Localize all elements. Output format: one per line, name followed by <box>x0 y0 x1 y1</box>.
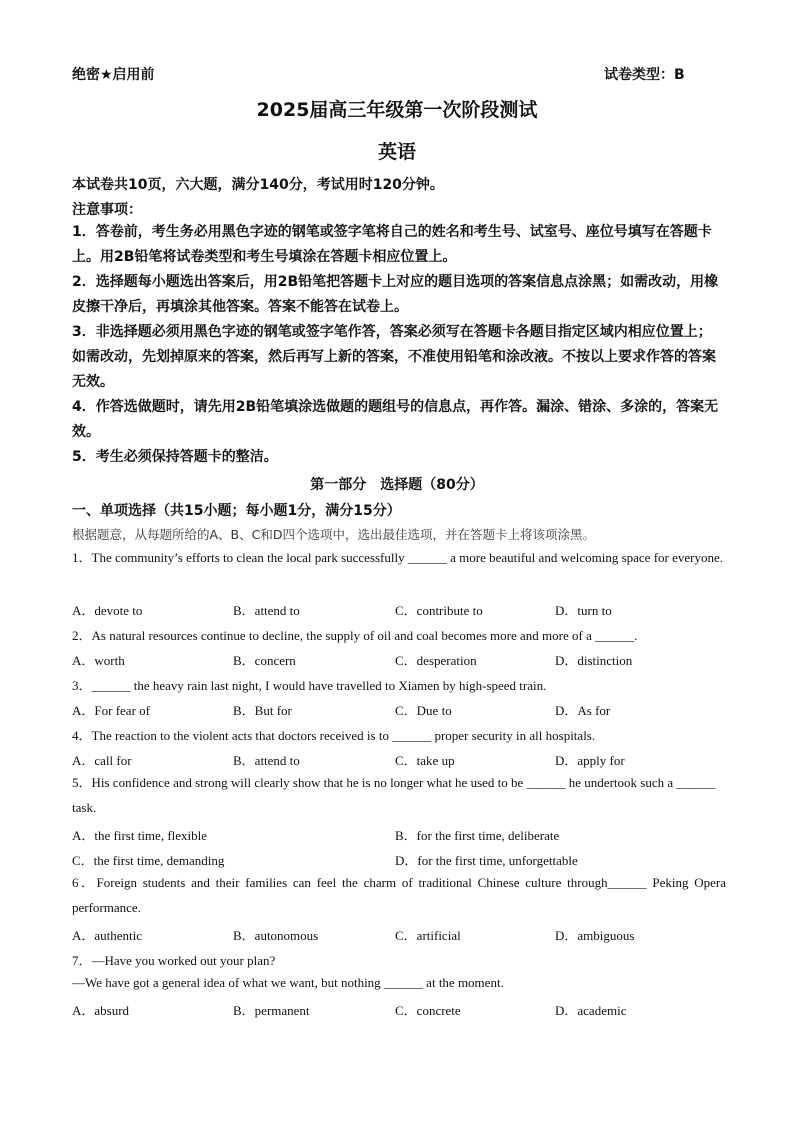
option-d[interactable]: D．ambiguous <box>555 928 635 943</box>
option-c[interactable]: C．contribute to <box>395 603 483 618</box>
option-a[interactable]: A．the first time, flexible <box>72 828 208 843</box>
part-title: 第一部分 选择题（80分） <box>310 477 484 493</box>
option-b[interactable]: B．But for <box>233 703 292 718</box>
option-b[interactable]: B．concern <box>233 653 296 668</box>
question-stem: 6．Foreign students and their families can feel the charm of traditional Chinese culture through______ Peking Opera performance. <box>72 875 726 915</box>
option-c[interactable]: C．artificial <box>395 928 461 943</box>
option-c[interactable]: C．the first time, demanding <box>72 853 225 868</box>
question-stem: 1．The community’s efforts to clean the local park successfully ______ a more beautiful and welcoming space for everyone. <box>72 550 723 565</box>
option-b[interactable]: B．for the first time, deliberate <box>395 828 560 843</box>
option-b[interactable]: B．attend to <box>233 753 300 768</box>
option-b[interactable]: B．permanent <box>233 1003 310 1018</box>
question-stem: 2．As natural resources continue to decline, the supply of oil and coal becomes more and more of a ______. <box>72 628 638 643</box>
option-d[interactable]: D．turn to <box>555 603 612 618</box>
confidential-label: 绝密★启用前 <box>72 67 155 83</box>
note-item: 1．答卷前，考生务必用黑色字迹的钢笔或签字笔将自己的姓名和考生号、试室号、座位号填写在答题卡上。用2B铅笔将试卷类型和考生号填涂在答题卡相应位置上。 <box>72 224 712 265</box>
notes-title: 注意事项： <box>72 202 142 218</box>
note-item: 3．非选择题必须用黑色字迹的钢笔或签字笔作答，答案必须写在答题卡各题目指定区域内相应位置上；如需改动，先划掉原来的答案，然后再写上新的答案，不准使用铅笔和涂改液。不按以上要求作答的答案无效。 <box>72 324 716 390</box>
question-stem: 7．—Have you worked out your plan? <box>72 953 276 968</box>
option-d[interactable]: D．As for <box>555 703 611 718</box>
option-c[interactable]: C．desperation <box>395 653 477 668</box>
option-d[interactable]: D．for the first time, unforgettable <box>395 853 578 868</box>
note-item: 5．考生必须保持答题卡的整洁。 <box>72 449 278 465</box>
option-a[interactable]: A．devote to <box>72 603 143 618</box>
option-a[interactable]: A．authentic <box>72 928 143 943</box>
exam-title: 2025届高三年级第一次阶段测试 <box>256 99 538 121</box>
option-c[interactable]: C．concrete <box>395 1003 461 1018</box>
option-b[interactable]: B．autonomous <box>233 928 319 943</box>
section-title: 一、单项选择（共15小题；每小题1分，满分15分） <box>72 503 401 519</box>
option-a[interactable]: A．call for <box>72 753 132 768</box>
paper-type-label: 试卷类型：B <box>604 67 685 83</box>
option-d[interactable]: D．academic <box>555 1003 627 1018</box>
question-stem-reply: —We have got a general idea of what we want, but nothing ______ at the moment. <box>72 975 504 990</box>
option-d[interactable]: D．distinction <box>555 653 633 668</box>
option-a[interactable]: A．worth <box>72 653 125 668</box>
option-a[interactable]: A．absurd <box>72 1003 130 1018</box>
question-stem: 4．The reaction to the violent acts that doctors received is to ______ proper security in all hospitals. <box>72 728 596 743</box>
option-c[interactable]: C．Due to <box>395 703 452 718</box>
section-instruction: 根据题意，从每题所给的A、B、C和D四个选项中，选出最佳选项，并在答题卡上将该项涂黑。 <box>72 527 595 542</box>
question-stem: 5．His confidence and strong will clearly show that he is no longer what he used to be ______ he undertook such a ______ task. <box>72 775 716 815</box>
exam-intro: 本试卷共10页，六大题，满分140分，考试用时120分钟。 <box>72 177 444 193</box>
note-item: 4．作答选做题时，请先用2B铅笔填涂选做题的题组号的信息点，再作答。漏涂、错涂、多涂的，答案无效。 <box>72 399 719 440</box>
subject-title: 英语 <box>377 141 416 163</box>
option-b[interactable]: B．attend to <box>233 603 300 618</box>
question-stem: 3．______ the heavy rain last night, I would have travelled to Xiamen by high-speed train. <box>72 678 547 693</box>
note-item: 2．选择题每小题选出答案后，用2B铅笔把答题卡上对应的题目选项的答案信息点涂黑；如需改动，用橡皮擦干净后，再填涂其他答案。答案不能答在试卷上。 <box>72 274 719 315</box>
option-d[interactable]: D．apply for <box>555 753 625 768</box>
option-c[interactable]: C．take up <box>395 753 455 768</box>
option-a[interactable]: A．For fear of <box>72 703 150 718</box>
